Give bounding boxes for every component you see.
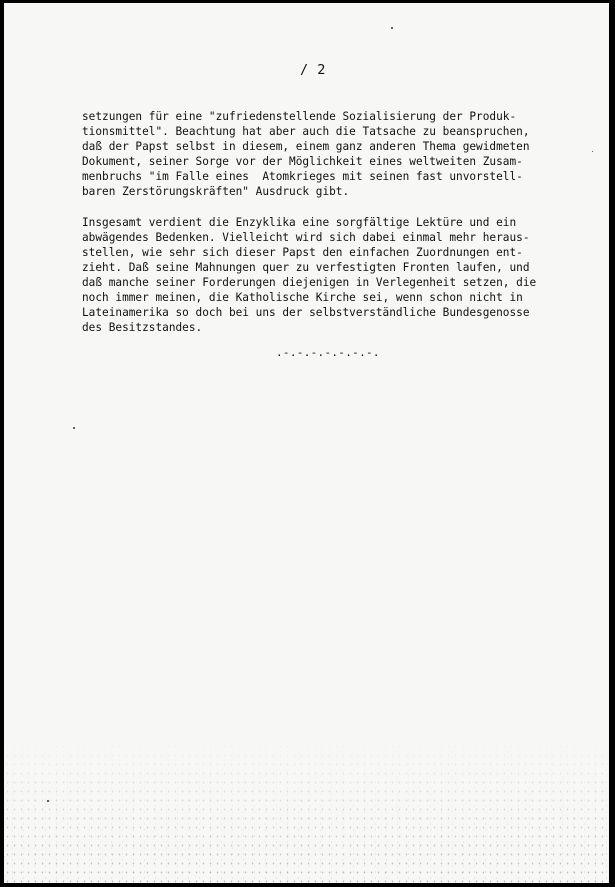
text-line: abwägendes Bedenken. Vielleicht wird sich dabei einmal mehr heraus-: [82, 230, 530, 244]
paragraph-1: [82, 109, 597, 200]
text-line: Dokument, seiner Sorge vor der Möglichkeit eines weltweiten Zusam-: [82, 155, 523, 169]
text-line: daß manche seiner Forderungen diejenigen in Verlegenheit setzen, die: [82, 275, 537, 289]
text-line: zieht. Daß seine Mahnungen quer zu verfestigten Fronten laufen, und: [82, 260, 530, 274]
scan-noise: [4, 733, 609, 883]
body-text: [82, 109, 597, 335]
text-line: tionsmittel". Beachtung hat aber auch die Tatsache zu beanspruchen,: [82, 125, 530, 139]
scan-speck: [592, 151, 593, 152]
text-line: daß der Papst selbst in diesem, einem ganz anderen Thema gewidmeten: [82, 140, 530, 154]
page-number: / 2: [300, 62, 326, 78]
document-page: [4, 3, 609, 883]
text-line: Insgesamt verdient die Enzyklika eine sorgfältige Lektüre und ein: [82, 215, 517, 229]
text-line: stellen, wie sehr sich dieser Papst den einfachen Zuordnungen ent-: [82, 245, 523, 259]
scan-speck: [47, 800, 49, 802]
text-line: des Besitzstandes.: [82, 321, 203, 335]
text-line: menbruchs "im Falle eines Atomkrieges mit seinen fast unvorstell-: [82, 170, 523, 184]
scan-speck: [73, 427, 75, 429]
paragraph-2: [82, 215, 597, 336]
scan-speck: [391, 27, 393, 29]
text-line: setzungen für eine "zufriedenstellende Sozialisierung der Produk-: [82, 110, 517, 123]
section-separator: .-.-.-.-.-.-.-.: [276, 346, 380, 359]
text-line: Lateinamerika so doch bei uns der selbstverständliche Bundesgenosse: [82, 306, 530, 320]
text-line: baren Zerstörungskräften" Ausdruck gibt.: [82, 185, 350, 199]
text-line: noch immer meinen, die Katholische Kirche sei, wenn schon nicht in: [82, 291, 523, 305]
